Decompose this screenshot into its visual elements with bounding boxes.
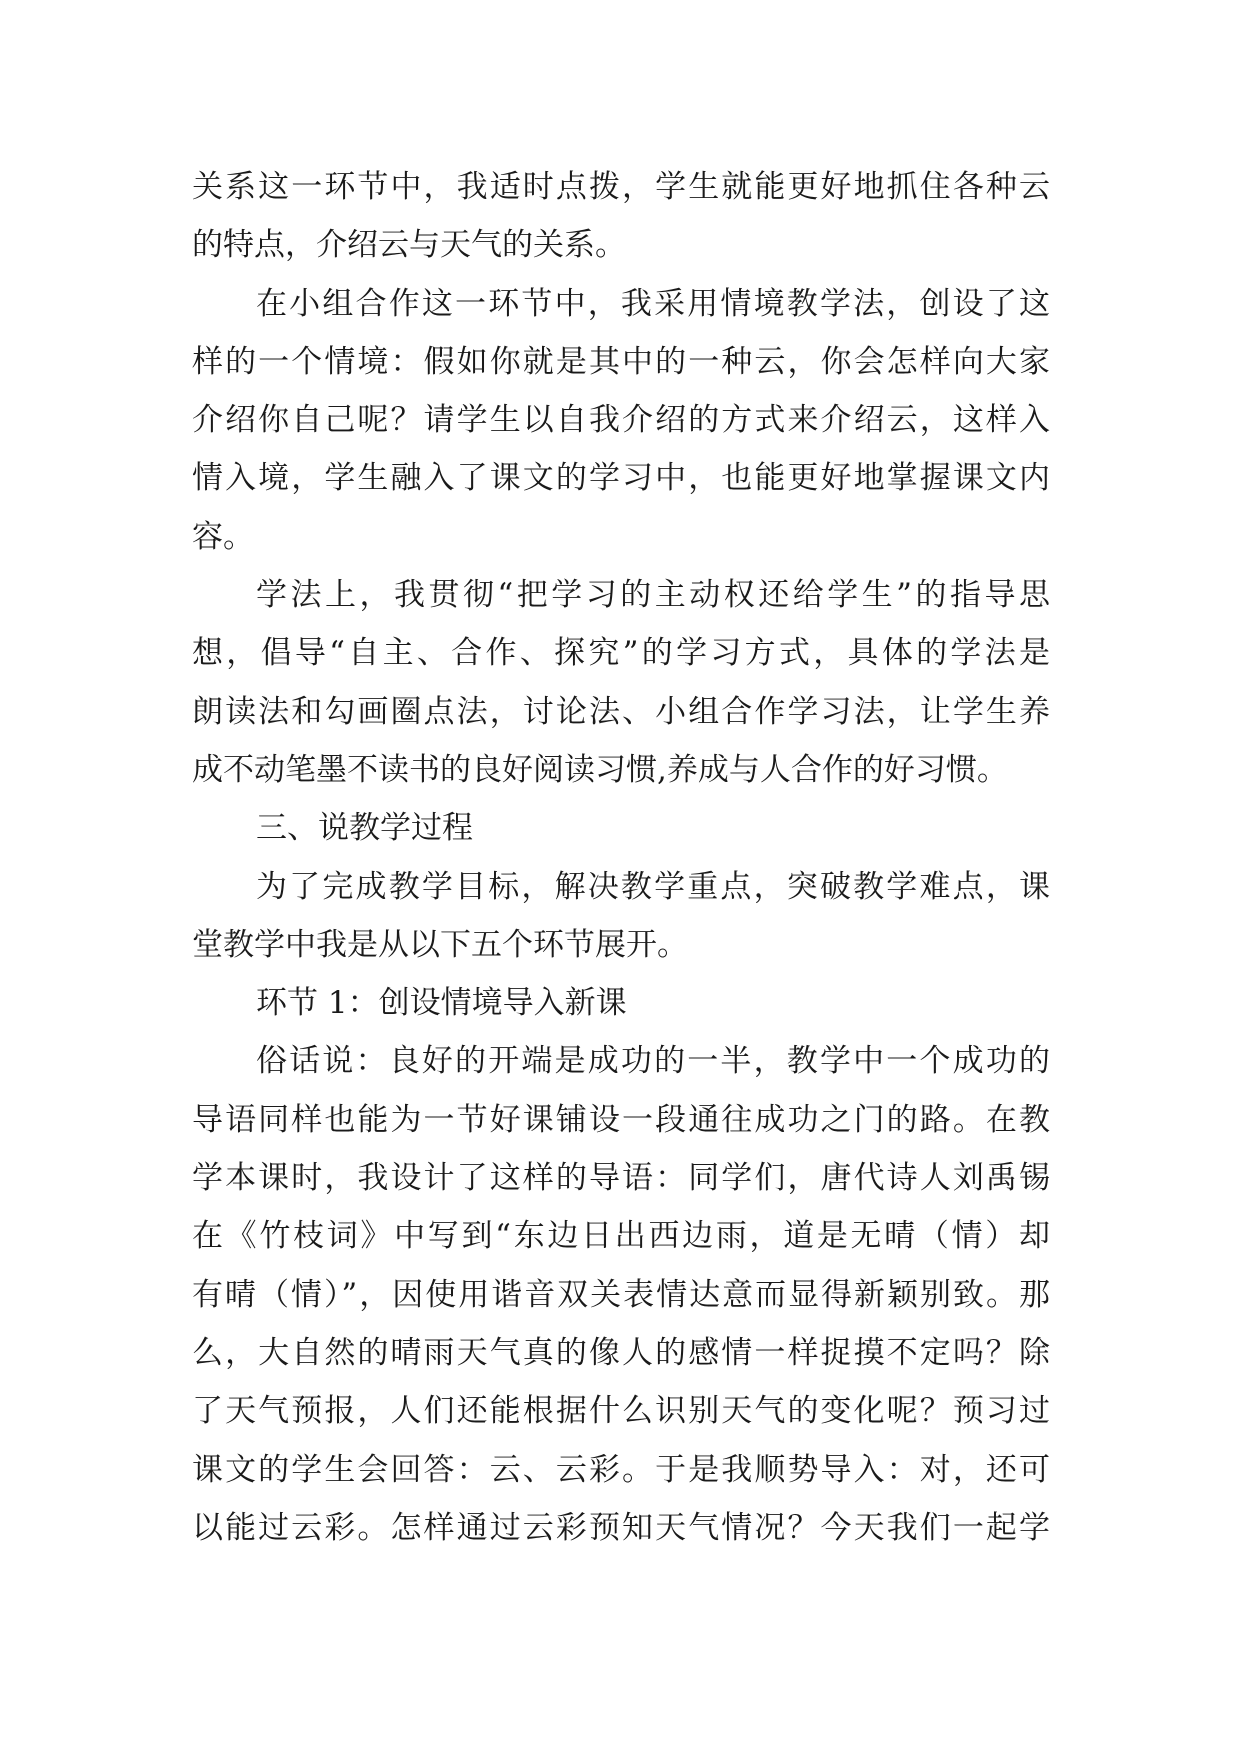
- text-line: 在小组合作这一环节中，我采用情境教学法，创设了这: [256, 285, 1050, 322]
- text-line: 学法上，我贯彻“把学习的主动权还给学生”的指导思: [256, 577, 1050, 614]
- text-line: 成不动笔墨不读书的良好阅读习惯,养成与人合作的好习惯。: [192, 751, 1008, 788]
- text-line: 想，倡导“自主、合作、探究”的学习方式，具体的学法是: [192, 635, 1050, 672]
- document-body: [192, 158, 1050, 1557]
- text-line: 了天气预报，人们还能根据什么识别天气的变化呢？预习过: [192, 1393, 1050, 1430]
- text-line: 三、说教学过程: [256, 810, 473, 847]
- text-line: 课文的学生会回答：云、云彩。于是我顺势导入：对，还可: [192, 1451, 1050, 1488]
- text-line: 学本课时，我设计了这样的导语：同学们，唐代诗人刘禹锡: [192, 1160, 1050, 1197]
- text-line: 关系这一环节中，我适时点拨，学生就能更好地抓住各种云: [192, 169, 1050, 205]
- text-line: 的特点，介绍云与天气的关系。: [192, 227, 626, 264]
- text-line: 容。: [192, 518, 254, 555]
- text-line: 有晴（情）”，因使用谐音双关表情达意而显得新颖别致。那: [192, 1276, 1050, 1313]
- text-line: 环节 1：创设情境导入新课: [256, 985, 627, 1022]
- text-line: 介绍你自己呢？请学生以自我介绍的方式来介绍云，这样入: [192, 402, 1050, 439]
- text-line: 俗话说：良好的开端是成功的一半，教学中一个成功的: [256, 1043, 1050, 1080]
- text-line: 堂教学中我是从以下五个环节展开。: [192, 926, 688, 963]
- text-line: 么，大自然的晴雨天气真的像人的感情一样捉摸不定吗？除: [192, 1334, 1050, 1371]
- text-line: 为了完成教学目标，解决教学重点，突破教学难点，课: [256, 868, 1050, 905]
- text-line: 样的一个情境：假如你就是其中的一种云，你会怎样向大家: [192, 343, 1050, 380]
- text-line: 导语同样也能为一节好课铺设一段通往成功之门的路。在教: [192, 1101, 1050, 1138]
- text-line: 在《竹枝词》中写到“东边日出西边雨，道是无晴（情）却: [192, 1218, 1050, 1255]
- text-line: 以能过云彩。怎样通过云彩预知天气情况？今天我们一起学: [192, 1509, 1050, 1546]
- text-line: 朗读法和勾画圈点法，讨论法、小组合作学习法，让学生养: [192, 693, 1050, 730]
- text-line: 情入境，学生融入了课文的学习中，也能更好地掌握课文内: [192, 460, 1050, 497]
